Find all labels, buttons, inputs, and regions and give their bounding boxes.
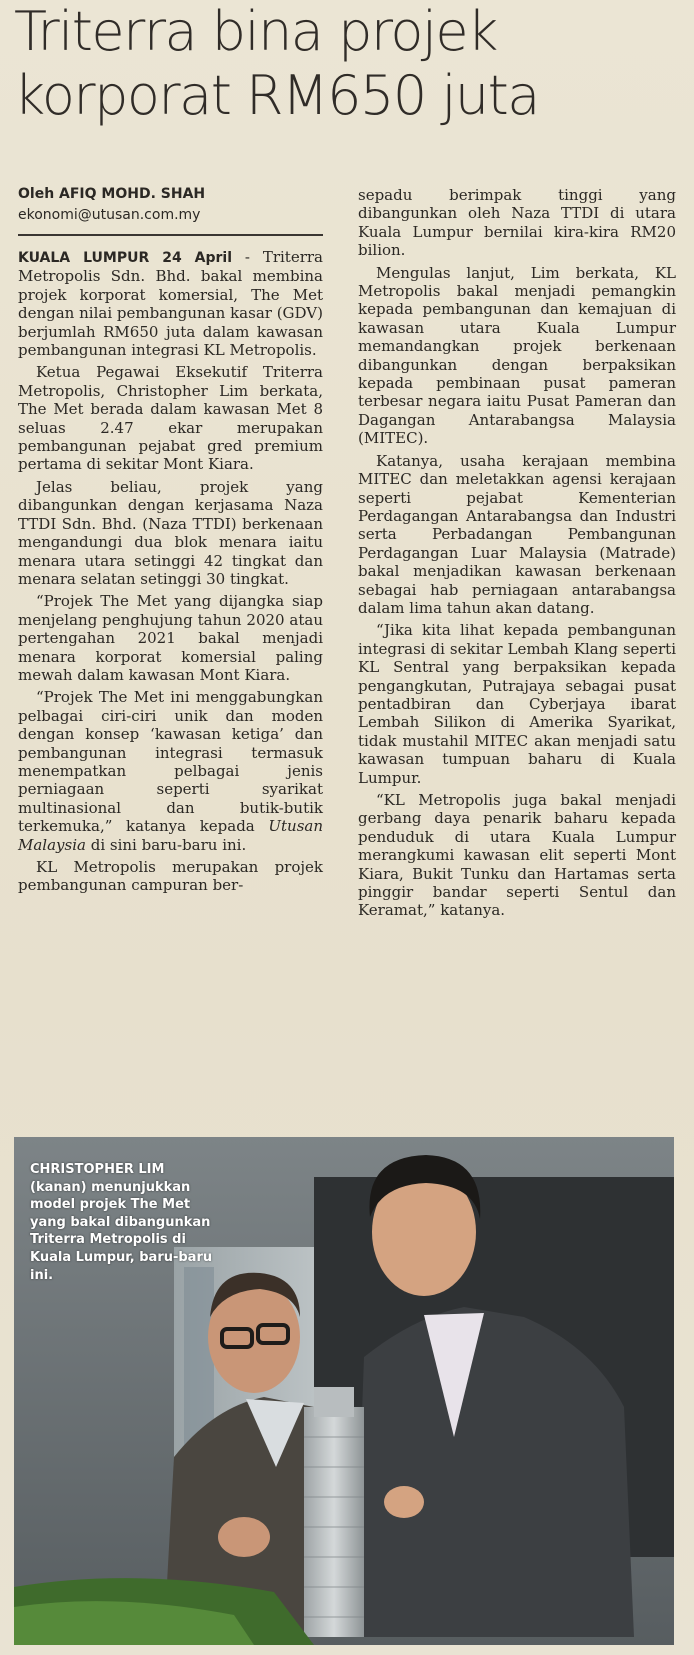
paragraph-text: - Triterra Metropolis Sdn. Bhd. bakal membina projek korporat komersial, The Met dengan nilai pembangunan kasar (GDV) berjumlah RM650 juta dalam kawasan pembangunan integrasi KL Metropolis. [18,248,323,360]
publication-name: Utusan Malaysia [18,817,323,854]
photo-caption: CHRISTOPHER LIM (kanan) menunjukkan model projek The Met yang bakal dibangunkan Triterra Metropolis di Kuala Lumpur, baru-baru ini. [30,1162,213,1283]
paragraph: “Jika kita lihat kepada pembangunan integrasi di sekitar Lembah Klang seperti KL Sentral yang berpaksikan kepada pengangkutan, Putrajaya sebagai pusat pentadbiran dan Cyberjaya ibarat Lembah Silikon di Amerika Syarikat, tidak mustahil MITEC akan menjadi satu kawasan tumpuan baharu di Kuala Lumpur. [358,621,676,787]
byline-divider [18,234,323,236]
paragraph: “Projek The Met yang dijangka siap menjelang penghujung tahun 2020 atau pertengahan 2021 bakal menjadi menara korporat komersial paling mewah dalam kawasan Mont Kiara. [18,592,323,684]
article-column-1 [18,248,323,899]
byline [18,184,205,226]
paragraph [18,688,323,854]
byline-author: Oleh AFIQ MOHD. SHAH [18,186,206,202]
paragraph: sepadu berimpak tinggi yang dibangunkan oleh Naza TTDI di utara Kuala Lumpur bernilai kira-kira RM20 bilion. [358,186,676,260]
paragraph: Katanya, usaha kerajaan membina MITEC dan meletakkan agensi kerajaan seperti pejabat Kementerian Perdagangan Antarabangsa dan Industri serta Perbadangan Pembangunan Perdagangan Luar Malaysia (Matrade) bakal menjadikan kawasan berkenaan sebagai hab perniagaan antarabangsa dalam lima tahun akan datang. [358,451,676,617]
dateline: KUALA LUMPUR 24 April [18,250,233,266]
paragraph-text: “Projek The Met ini menggabungkan pelbagai ciri-ciri unik dan moden dengan konsep ‘kawasan ketiga’ dan pembangunan integrasi termasuk menempatkan pelbagai jenis perniagaan seperti syarikat multinasional dan butik-butik terkemuka,” katanya kepada [18,688,323,836]
byline-email: ekonomi@utusan.com.my [18,207,201,223]
paragraph: Mengulas lanjut, Lim berkata, KL Metropolis bakal menjadi pemangkin kepada pembangunan dan kemajuan di kawasan utara Kuala Lumpur memandangkan projek berkenaan dibangunkan dengan berpaksikan kepada pembinaan pusat pameran terbesar negara iaitu Pusat Pameran dan Dagangan Antarabangsa Malaysia (MITEC). [358,263,676,448]
paragraph: Jelas beliau, projek yang dibangunkan dengan kerjasama Naza TTDI Sdn. Bhd. (Naza TTDI) berkenaan mengandungi dua blok menara iaitu menara utara setinggi 42 tingkat dan menara selatan setinggi 30 tingkat. [18,477,323,588]
paragraph-text: di sini baru-baru ini. [85,835,247,854]
article-column-2 [358,186,676,924]
paragraph [18,248,323,359]
paragraph: Ketua Pegawai Eksekutif Triterra Metropolis, Christopher Lim berkata, The Met berada dalam kawasan Met 8 seluas 2.47 ekar merupakan pembangunan pejabat gred premium pertama di sekitar Mont Kiara. [18,363,323,474]
headline-line-1: Triterra bina projek [14,0,497,63]
paragraph: KL Metropolis merupakan projek pembangunan campuran ber- [18,858,323,895]
headline-line-2: korporat RM650 juta [14,64,539,127]
headline [14,0,684,128]
paragraph: “KL Metropolis juga bakal menjadi gerbang daya penarik baharu kepada penduduk di utara Kuala Lumpur merangkumi kawasan elit seperti Mont Kiara, Bukit Tunku dan Hartamas serta pinggir bandar seperti Sentul dan Keramat,” katanya. [358,791,676,920]
